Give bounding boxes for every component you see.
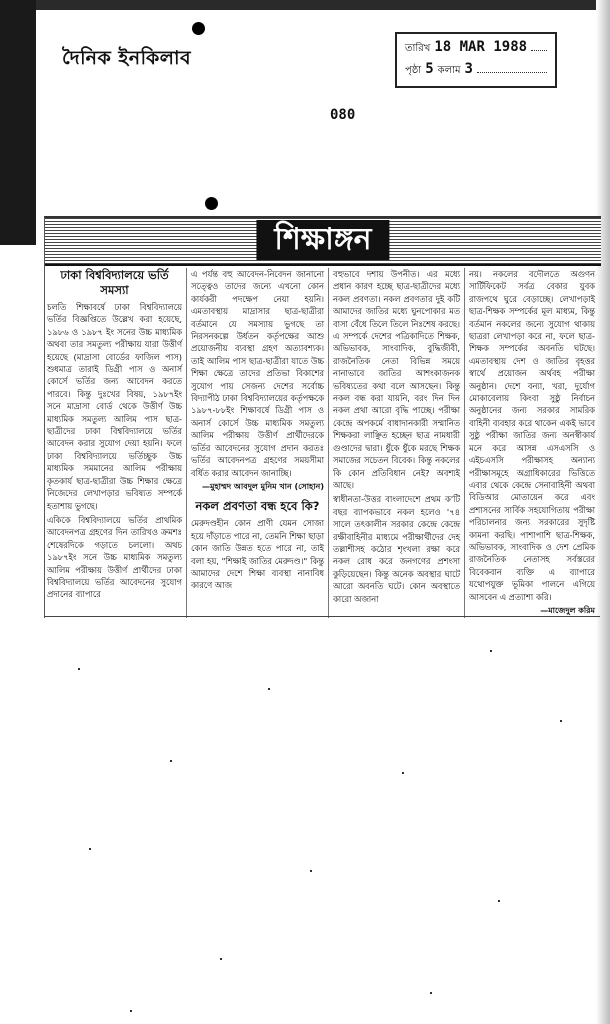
stamp-page-value: 5 [425,61,434,77]
folio-number: 080 [330,107,356,123]
column-4 [469,268,599,618]
article-paragraph: বহুভাবে দশায় উপনীত। এর মধ্যে প্রধান কারণ হচ্ছে ছাত্র-ছাত্রীদের মধ্যে নকল প্রবণতা। নকল প্রবণতার দুই কটি আমাদের জাতির মধ্যে ঘুনপোকার মত বাসা বেঁধে তিলে তিলে নিঃশেষ করছে। এ সম্পর্কে দেশের পত্রিকাদিতে শিক্ষক, অভিভাবক, সাংবাদিক, বুদ্ধিজীবী, রাজনৈতিক নেতা বিভিন্ন সময়ে নানাভাবে জাতির আশংকাজনক ভবিষ্যতের কথা বলে আসছেন। কিন্তু নকল বন্ধ করা যায়নি, বরং দিন দিন নকল প্রথা আরো বৃদ্ধি পাচ্ছে। পরীক্ষা কেন্দ্রে অপকর্মে বাধাদানকারী সম্মানিত শিক্ষকরা লাঞ্ছিত হচ্ছেন ছাত্র নামধারী গুণ্ডাদের দ্বারা। ধুঁকে ধুঁকে মরছে শিক্ষক সমাজের সচেতন বিবেক। কিন্তু নকলের কি কোন প্রতিবিধান নেই? অবশ্যই আছে। [333,269,460,490]
stamp-dotted-line [531,38,547,51]
stamp-column-label: কলাম [437,65,461,76]
article-headline: নকল প্রবণতা বন্ধ হবে কি? [195,499,320,514]
article-paragraph: চলতি শিক্ষাবর্ষে ঢাকা বিশ্ববিদ্যালয়ে ভর্তির বিজ্ঞপ্তিতে উল্লেখ করা হয়েছে, ১৯৮৬ ও ১৯৮৭ ইং সনের উচ্চ মাধ্যমিক অথবা তার সমতুল্য পরীক্ষায় যারা উত্তীর্ণ হয়েছে (মাদ্রাসা বোর্ডের ফাজিল পাস) শুধমাত্র তারাই ডিগ্রী পাস ও অনার্স কোর্সে ভর্তির জন্য আবেদন করতে পারবে। কিন্তু দুঃখের বিষয়, ১৯৮৭ইং সনে মাদ্রাসা বোর্ড থেকে উত্তীর্ণ উচ্চ মাধ্যমিক সমতুল্য আলিম পাস ছাত্র-ছাত্রীদের ঢাকা বিশ্ববিদ্যালয়ে ভর্তির আবেদন করার সুযোগ দেয়া হয়নি। ফলে ঢাকা বিশ্ববিদ্যালয়ে ভর্তিচ্ছুক উচ্চ মাধ্যমিক সমমানের আলিম পরীক্ষায় কৃতকার্য ছাত্র-ছাত্রীরা উচ্চ শিক্ষার ক্ষেত্রে নিজেদের লেখাপড়ার ভবিষ্যত সম্পর্কে হতাশায় ভুগছে। [47,302,182,511]
newspaper-masthead: দৈনিক ইনকিলাব [62,47,192,69]
article-byline: —মুহাম্মদ আবদুল মুনিম খান (সোহান) [202,481,324,491]
article-paragraph: স্বাধীনতা-উত্তর বাংলাদেশে প্রথম ক'টি বছর ব্যাপকভাবে নকল হলেও '৭৪ সালে তৎকালীন সরকার কেন্দ্রে কেন্দ্রে রক্ষীবাহিনীর মাধ্যমে পরীক্ষার্থীদের দেহ তল্লাশীসহ কঠোর শৃংখলা রক্ষা করে নকল রোধ করে জনগণের প্রশংসা কুড়িয়েছেন। কিন্তু অনেক অবস্থার ঘাটে আরো অবনতি ঘটে। কোন অবস্থাতে কারো অজানা [333,494,460,604]
article-byline: —মাজেদুল করিম [540,605,595,615]
scan-shadow-top [36,0,610,10]
stamp-date-label: তারিখ [405,43,431,54]
article-paragraph: এ পর্যন্ত বহু আবেদন-নিবেদন জানানো সত্ত্বেও তাদের জন্যে এখনো কোন কার্যকরী পদক্ষেপ নেয়া হয়নি। এমতাবস্থায় মাদ্রাসার ছাত্র-ছাত্রীরা বর্তমানে যে সমস্যায় ভুগছে তা নিরসনকল্পে উর্ধতন কর্তৃপক্ষের আশু প্রয়োজনীয় ব্যবস্থা গ্রহণ অত্যাবশ্যক। তাই আলিম পাস ছাত্র-ছাত্রীরা যাতে উচ্চ শিক্ষা ক্ষেত্রে তাদের প্রতিভা বিকাশের সুযোগ পায় সেজন্য দেশের সর্বোচ্চ বিদ্যাপীঠ ঢাকা বিশ্ববিদ্যালয়ের কর্তৃপক্ষকে ১৯৮৭-৮৮ইং শিক্ষাবর্ষে ডিগ্রী পাস ও অনার্স কোর্সে উচ্চ মাধ্যমিক সমতুল্য আলিম পরীক্ষায় উত্তীর্ণ প্রার্থীদেরকে ভর্তির আবেদনের সুযোগ প্রদান করতঃ ভর্তির আবেদনপত্র গ্রহণের সময়সীমা বর্ধিত করার আবেদন জানাচ্ছি। [191,269,324,478]
stamp-date-value: 18 MAR 1988 [434,39,528,55]
punch-hole [205,197,218,210]
section-banner [45,218,601,266]
column-2 [191,268,329,618]
stamp-column-value: 3 [464,61,473,77]
article-paragraph: মেরুদণ্ডহীন কোন প্রাণী যেমন সোজা হয়ে দাঁড়াতে পারে না, তেমনি শিক্ষা ছাড়া কোন জাতি উন্নত হতে পারে না, তাই বলা হয়, "শিক্ষাই জাতির মেরুদণ্ড।" কিন্তু আমাদের দেশে শিক্ষা ব্যবস্থা নানাবিধ কারণে আজ [191,518,324,591]
article-paragraph: নয়। নকলের বদৌলতে অগুণন সার্টিফিকেট সর্বত্র বেকার যুবক রাজপথে ঘুরে বেড়াচ্ছে। লেখাপড়াই ছাত্র-শিক্ষক সম্পর্কের মূল মাধ্যম, কিন্তু বর্তমান নকলের জন্যে সুযোগ থাকায় ছাত্ররা লেখাপড়া করে না, ফলে ছাত্র-শিক্ষক সম্পর্কের অবনতি ঘটছে। এমতাবস্থায় দেশ ও জাতির বৃহত্তর স্বার্থে প্রয়োজন অর্থবহ পরীক্ষা অনুষ্ঠান। দেশে বন্যা, খরা, দুর্যোগ মোকাবেলায় কিংবা সুষ্ঠু নির্বাচন অনুষ্ঠানের জন্য সরকার সামরিক বাহিনী ব্যবহার করে থাকেন একই ভাবে সুষ্ঠু পরীক্ষা জাতির জন্য অনস্বীকার্য মনে করে আসন্ন এসএসসি ও এইচএসসি পরীক্ষাসহ অন্যান্য পরীক্ষাসমূহে অগ্রাধিকারের ভিত্তিতে এবার থেকে কেন্দ্রে সেনাবাহিনী অথবা বিডিআর মোতায়েন করে এবং প্রশাসনের সার্বিক সহযোগিতায় পরীক্ষা পরিচালনার জন্য সরকারের সুদৃষ্টি কামনা করছি। পাশাপাশি ছাত্র-শিক্ষক, অভিভাবক, সাংবাদিক ও দেশ প্রেমিক রাজনৈতিক নেতাসহ সর্বস্তরের বিবেকবান ব্যক্তি এ ব্যাপারে যথোপযুক্ত ভূমিকা পালনে এগিয়ে আসবেন এ প্রত্যাশা করি। [469,269,595,602]
section-title: শিক্ষাঙ্গন [256,220,389,260]
punch-hole [192,22,205,35]
article-headline: ঢাকা বিশ্ববিদ্যালয়ে ভর্তি সমস্যা [60,268,169,297]
newspaper-clipping [44,216,601,618]
stamp-page-label: পৃষ্ঠা [405,65,422,76]
scan-shadow-left [0,0,36,245]
clipping-bottom-edge [44,616,600,617]
date-stamp [395,32,557,88]
column-1 [47,268,187,618]
stamp-dotted-line [477,60,547,73]
article-paragraph: একিকে বিশ্ববিদ্যালয়ে ভর্তির প্রাথমিক আবেদনপত্র গ্রহণের দিন তারিখও ক্রমশঃ শেষেরদিকে গড়াতে চললো। অথচ ১৯৮৭ইং সনে উচ্চ মাধ্যমিক সমতুল্য আলিম পরীক্ষায় উত্তীর্ণ প্রার্থীদের ঢাকা বিশ্ববিদ্যালয়ে ভর্তির আবেদনের সুযোগ প্রদানের ব্যাপারে [47,514,182,600]
column-3 [333,268,465,618]
